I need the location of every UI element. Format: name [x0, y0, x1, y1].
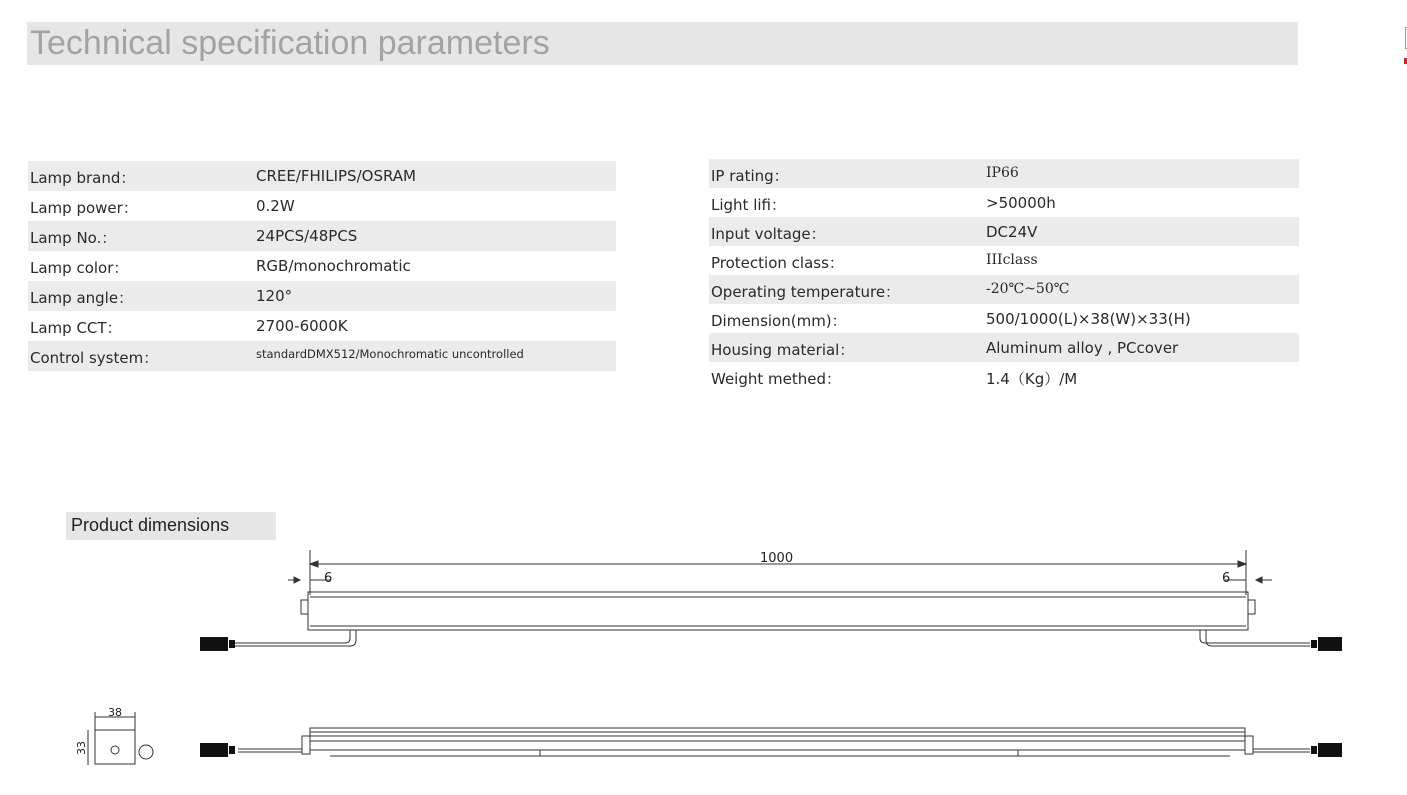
product-dimensions-heading	[66, 512, 276, 540]
page-title: Technical specification parameters	[30, 24, 550, 62]
spec-value: 1.4（Kg）/M	[986, 370, 1078, 388]
spec-row-operating-temperature	[709, 275, 1299, 304]
end-view-connector	[139, 745, 153, 759]
spec-label: Lamp power：	[30, 199, 138, 217]
connector-left-side	[200, 743, 228, 757]
spec-row-protection-class	[709, 246, 1299, 275]
offset-left-value: 6	[324, 571, 333, 586]
product-dimensions-label: Product dimensions	[71, 515, 230, 535]
spec-value: >50000h	[986, 194, 1056, 212]
spec-row-dimension	[709, 304, 1299, 333]
connector-neck	[229, 746, 235, 754]
spec-label: Protection class：	[711, 254, 844, 272]
end-cap	[1248, 600, 1255, 614]
spec-value: RGB/monochromatic	[256, 257, 411, 275]
spec-row-lamp-color	[28, 251, 616, 281]
spec-row-input-voltage	[709, 217, 1299, 246]
arrowhead	[1238, 561, 1246, 567]
offset-right-value: 6	[1222, 571, 1231, 586]
spec-value: IIIclass	[986, 252, 1038, 268]
spec-label: Lamp brand：	[30, 169, 136, 187]
spec-value: standardDMX512/Monochromatic uncontrolled	[256, 347, 524, 361]
arrowhead	[1256, 577, 1262, 583]
connector-neck	[1311, 746, 1317, 754]
spec-row-lamp-angle	[28, 281, 616, 311]
connector-neck	[1311, 640, 1317, 648]
product-dimension-drawing	[0, 540, 1407, 795]
spec-label: Control system：	[30, 349, 159, 367]
spec-row-weight	[709, 362, 1299, 391]
connector-left-top	[200, 637, 228, 651]
end-cap	[301, 600, 308, 614]
spec-row-lamp-no	[28, 221, 616, 251]
lamp-end-view	[95, 730, 135, 764]
lamp-body-side-view	[310, 728, 1245, 750]
spec-label: Weight methed：	[711, 370, 842, 388]
spec-value: 2700-6000K	[256, 317, 348, 335]
spec-value: DC24V	[986, 223, 1038, 241]
spec-table-left	[28, 161, 616, 371]
spec-row-light-life	[709, 188, 1299, 217]
arrowhead	[294, 577, 300, 583]
connector-right-side	[1318, 743, 1342, 757]
spec-row-lamp-brand	[28, 161, 616, 191]
height-value: 33	[75, 741, 88, 755]
title-bar	[27, 22, 1298, 65]
arrowhead	[310, 561, 318, 567]
connectors	[200, 637, 1342, 757]
spec-value: 500/1000(L)×38(W)×33(H)	[986, 310, 1191, 328]
spec-label: Input voltage：	[711, 225, 826, 243]
width-value: 38	[108, 706, 122, 719]
spec-label: Lamp angle：	[30, 289, 134, 307]
cable-left	[235, 630, 356, 646]
spec-value: 24PCS/48PCS	[256, 227, 358, 245]
cable-right	[1200, 630, 1310, 643]
end-cap	[1245, 736, 1253, 754]
spec-row-control-system	[28, 341, 616, 371]
spec-value: 0.2W	[256, 197, 295, 215]
spec-row-lamp-cct	[28, 311, 616, 341]
spec-label: IP rating：	[711, 167, 789, 185]
spec-label: Housing material：	[711, 341, 855, 359]
base-plate	[540, 750, 1018, 756]
spec-value: -20℃~50℃	[986, 281, 1070, 297]
lamp-body-top-view	[308, 592, 1248, 630]
spec-row-lamp-power	[28, 191, 616, 221]
spec-label: Lamp No.：	[30, 229, 117, 247]
cable-left	[235, 630, 350, 643]
length-value: 1000	[760, 551, 794, 566]
end-cap	[302, 736, 310, 754]
spec-row-housing-material	[709, 333, 1299, 362]
spec-value: 120°	[256, 287, 293, 305]
spec-value: Aluminum alloy , PCcover	[986, 339, 1179, 357]
spec-label: Dimension(mm)：	[711, 312, 847, 330]
spec-value: CREE/FHILIPS/OSRAM	[256, 167, 416, 185]
end-view-hole	[111, 746, 119, 754]
connector-right-top	[1318, 637, 1342, 651]
spec-table-right	[709, 159, 1299, 391]
spec-value: IP66	[986, 165, 1019, 181]
cable-right	[1206, 630, 1310, 646]
spec-label: Lamp CCT：	[30, 319, 122, 337]
spec-label: Operating temperature：	[711, 283, 901, 301]
spec-label: Light lifi：	[711, 196, 786, 214]
connector-neck	[229, 640, 235, 648]
spec-label: Lamp color：	[30, 259, 129, 277]
spec-row-ip-rating	[709, 159, 1299, 188]
